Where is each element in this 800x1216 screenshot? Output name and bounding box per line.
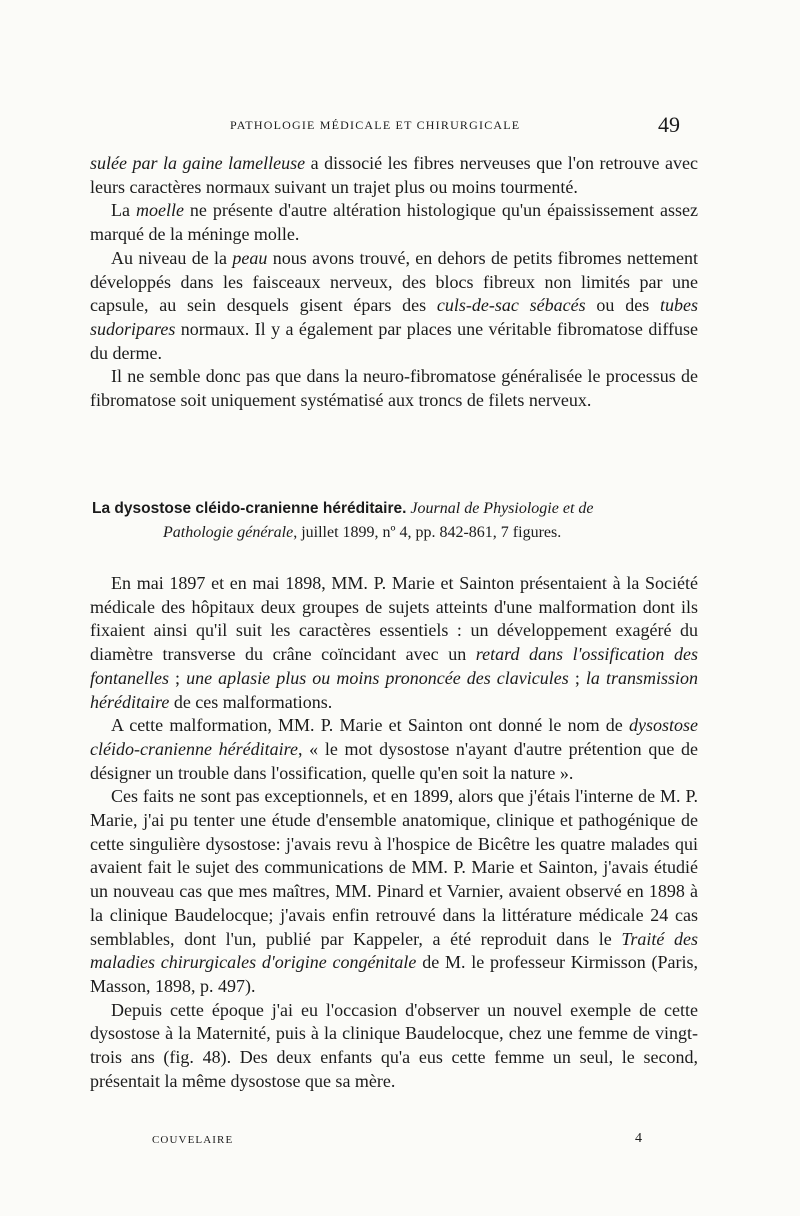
citation-details: , juillet 1899, nº 4, pp. 842-861, 7 figures. [293,524,562,541]
text-run: de M. le professeur Kirmisson (Paris, Masson, 1898, p. 497). [90,952,698,996]
text-run: En mai 1897 et en mai 1898, MM. P. Marie et Sainton présentaient à la Société médicale des hôpitaux deux groupes de sujets atteints d'une malformation dont ils fixaient ainsi qu'il suit les caractères essentiels : un développement exagéré du diamètre transverse du crâne coïncidant avec un [90,573,698,665]
italic-phrase: sulée par la gaine lamelleuse [90,153,306,173]
italic-phrase: une aplasie plus ou moins prononcée des clavicules [186,667,569,688]
text-run: Depuis cette époque j'ai eu l'occasion d'observer un nouvel exemple de cette dysostose à la Maternité, puis à la clinique Baudelocque, chez une femme de vingt-trois ans (fig. 48). Des deux enfants qu'a eus cette femme un seul, le second, présentait la même dysostose que sa mère. [90,999,698,1091]
text-run: ; [169,667,187,688]
text-run: ne présente d'autre altération histologique qu'un épaississement assez marqué de la méninge molle. [90,200,698,245]
citation-second-line [92,521,702,545]
page-number: 49 [658,112,680,137]
italic-phrase: culs-de-sac sébacés [436,295,586,316]
citation-journal: Journal de Physiologie et de [410,500,594,517]
text-run: A cette malformation, MM. P. Marie et Sainton ont donné le nom de [111,715,629,736]
printer-signature: COUVELAIRE [152,1134,234,1146]
italic-phrase: tubes sudoripares [90,295,698,339]
italic-phrase: la transmission héréditaire [90,667,698,712]
text-run: de ces malformations. [169,691,333,712]
text-run: ou des [585,295,660,316]
citation-first-line [92,497,702,521]
paragraph-moelle [90,199,698,246]
paragraph-continued [90,152,698,199]
text-run: La [111,200,136,221]
paragraph-conclusion [90,365,698,412]
body-text-bottom [90,572,698,1093]
running-title: PATHOLOGIE MÉDICALE ET CHIRURGICALE [230,118,521,132]
paragraph-study [90,785,698,998]
citation-title: La dysostose cléido-cranienne héréditaire. [92,500,407,517]
paragraph-new-case [90,999,698,1094]
italic-phrase: moelle [135,200,184,221]
citation-journal-cont: Pathologie générale [163,524,294,541]
paragraph-naming [90,714,698,785]
paragraph-marie-sainton [90,572,698,714]
text-run: Il ne semble donc pas que dans la neuro-fibromatose généralisée le processus de fibromatose soit uniquement systématisé aux troncs de filets nerveux. [90,366,698,411]
paragraph-peau [90,247,698,366]
text-run: Au niveau de la [111,247,233,268]
italic-phrase: Traité des maladies chirurgicales d'origine congénitale [90,928,699,973]
text-run: normaux. Il y a également par places une véritable fibromatose diffuse du derme. [90,318,698,363]
text-run: , « le mot dysostose n'ayant d'autre prétention que de désigner un trouble dans l'ossification, quelle qu'en soit la nature ». [90,738,699,783]
text-run: Ces faits ne sont pas exceptionnels, et en 1899, alors que j'étais l'interne de M. P. Marie, j'ai pu tenter une étude d'ensemble anatomique, clinique et pathogénique de cette singulière dysostose: j'avais revu à l'hospice de Bicêtre les quatre malades qui avaient fait le sujet des communications de MM. P. Marie et Sainton, j'avais étudié un nouveau cas que mes maîtres, MM. Pinard et Varnier, avaient observé en 1898 à la clinique Baudelocque; j'avais enfin retrouvé dans la littérature médicale 24 cas semblables, dont l'un, publié par Kappeler, a été reproduit dans le [90,786,698,949]
text-run: nous avons trouvé, en dehors de petits fibromes nettement développés dans les faisceaux nerveux, des blocs fibreux non limités par une capsule, au sein desquels gisent épars des [90,247,698,316]
body-text-top [90,152,698,413]
text-run: a dissocié les fibres nerveuses que l'on retrouve avec leurs caractères normaux suivant un trajet plus ou moins tourmenté. [90,153,698,197]
page-footer [152,1131,642,1154]
article-citation [92,497,702,545]
text-run: ; [568,667,586,688]
signature-mark: 4 [635,1131,642,1146]
italic-phrase: peau [232,247,268,268]
italic-phrase: dysostose cléido-cranienne héréditaire [90,715,698,759]
italic-phrase: retard dans l'ossification des fontanelles [90,644,698,688]
running-head [120,112,680,138]
